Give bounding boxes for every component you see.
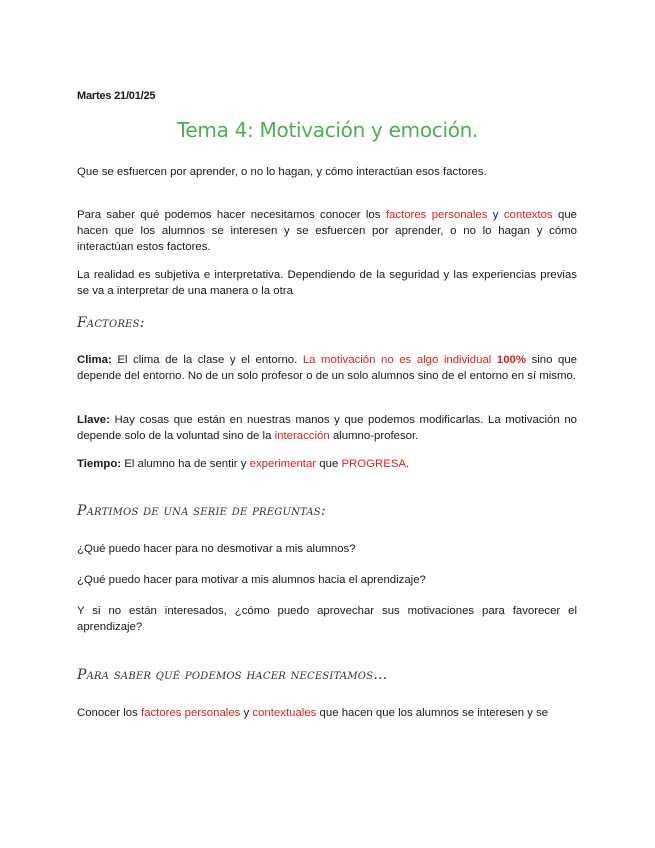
text-run: y xyxy=(240,707,253,719)
question-3: Y si no están interesados, ¿cómo puedo aprovechar sus motivaciones para favorecer el aprendizaje? xyxy=(77,605,577,633)
question-2: ¿Qué puedo hacer para motivar a mis alumnos hacia el aprendizaje? xyxy=(77,574,426,586)
reality-paragraph: La realidad es subjetiva e interpretativa. Dependiendo de la seguridad y las experiencias previas se va a interpretar de una manera o la otra xyxy=(77,269,577,297)
tiempo-paragraph xyxy=(77,456,577,472)
text-run: sino que depende del entorno. No de un solo profesor o de un solo alumnos sino de el entorno en sí mismo. xyxy=(77,354,578,382)
heading-preguntas: Partimos de una serie de preguntas: xyxy=(77,503,326,519)
highlight-factores-personales: factores personales xyxy=(385,209,488,221)
highlight-factores-personales: factores personales xyxy=(140,707,241,719)
text-run: alumno-profesor. xyxy=(329,430,419,442)
date-line: Martes 21/01/25 xyxy=(77,90,156,102)
highlight-interaccion: interacción xyxy=(274,430,330,442)
llave-label: Llave: xyxy=(77,414,110,426)
heading-para-saber: Para saber qué podemos hacer necesitamos… xyxy=(77,667,388,683)
tiempo-label: Tiempo: xyxy=(77,458,122,470)
heading-factores: Factores: xyxy=(77,315,145,331)
text-run: Conocer los xyxy=(77,707,141,719)
text-run: y xyxy=(487,209,504,221)
text-run: que hacen que los alumnos se interesen y se xyxy=(316,707,549,719)
text-run: El alumno ha de sentir y xyxy=(121,458,250,470)
intro-paragraph: Que se esfuercen por aprender, o no lo hagan, y cómo interactúan esos factores. xyxy=(77,166,487,178)
highlight-100: 100% xyxy=(496,354,527,366)
llave-paragraph xyxy=(77,412,577,444)
highlight-contextos: contextos xyxy=(503,209,553,221)
clima-label: Clima: xyxy=(77,354,112,366)
text-run: que xyxy=(316,458,342,470)
highlight-contextuales: contextuales xyxy=(252,707,317,719)
text-run: Para saber qué podemos hacer necesitamos conocer los xyxy=(77,209,386,221)
text-run: Hay cosas que están en nuestras manos y que podemos modificarlas. La motivación no depende solo de la voluntad sino de la xyxy=(77,414,577,442)
question-1: ¿Qué puedo hacer para no desmotivar a mis alumnos? xyxy=(77,543,356,555)
highlight-progresa: PROGRESA xyxy=(341,458,407,470)
factors-paragraph xyxy=(77,207,577,255)
clima-paragraph xyxy=(77,352,577,384)
highlight-motivacion: La motivación no es algo individual xyxy=(302,354,497,366)
highlight-experimentar: experimentar xyxy=(249,458,317,470)
text-run: . xyxy=(406,458,410,470)
conocer-paragraph xyxy=(77,705,577,721)
text-run: El clima de la clase y el entorno. xyxy=(111,354,303,366)
text-run: que hacen que los alumnos se interesen y se esfuercen por aprender, o no lo hagan y cómo interactúan estos factores. xyxy=(77,209,577,253)
page-title: Tema 4: Motivación y emoción. xyxy=(176,118,479,142)
